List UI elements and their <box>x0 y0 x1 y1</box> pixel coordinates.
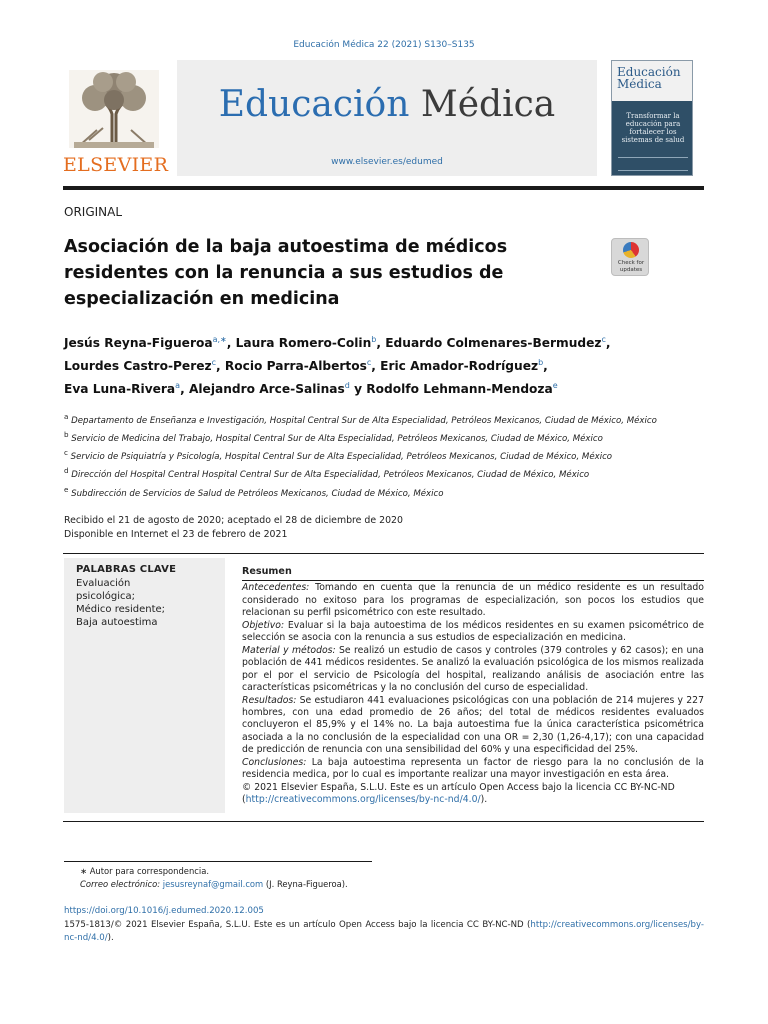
journal-title-part2: Médica <box>420 84 556 125</box>
author-separator: , <box>371 359 381 374</box>
cover-subtitle: Transformar la educación para fortalecer los sistemas de salud <box>621 112 685 144</box>
journal-title <box>177 80 597 130</box>
email-owner: (J. Reyna-Figueroa). <box>265 879 348 889</box>
author-name: Rodolfo Lehmann-Mendoza <box>366 382 553 397</box>
author-separator: , <box>605 336 611 351</box>
affiliation-text: Subdirección de Servicios de Salud de Petróleos Mexicanos, Ciudad de México, México <box>71 488 444 499</box>
footnote-rule <box>64 861 372 862</box>
journal-url-link[interactable]: www.elsevier.es/edumed <box>331 157 443 167</box>
cover-title-line1: Educación <box>617 65 681 79</box>
author-affiliation-link[interactable]: e <box>552 381 558 391</box>
keywords-heading: PALABRAS CLAVE <box>76 564 177 575</box>
affiliation-key: e <box>64 484 69 494</box>
affiliation-item <box>64 446 704 464</box>
affiliation-item <box>64 464 704 482</box>
affiliation-key: b <box>64 430 69 440</box>
author-name: Alejandro Arce-Salinas <box>188 382 345 397</box>
author-affiliation-link[interactable]: d <box>344 381 350 391</box>
abstract-section <box>242 645 704 695</box>
journal-cover-thumbnail[interactable] <box>611 60 693 176</box>
author-affiliation-link[interactable]: c <box>211 358 216 368</box>
author-name: Lourdes Castro-Perez <box>64 359 212 374</box>
abstract-heading-rule <box>242 580 704 581</box>
abstract-section <box>242 582 704 619</box>
elsevier-tree-icon <box>69 70 159 148</box>
affiliation-list <box>64 410 704 501</box>
check-updates-label <box>612 260 650 273</box>
affiliation-item <box>64 483 704 501</box>
keyword-item: Baja autoestima <box>76 617 158 628</box>
abstract-section-text: Se realizó un estudio de casos y controles (379 controles y 62 casos); en una población de 441 médicos residentes. Se analizó la evaluación psicológica de los mismos realizada por el por el servicio de Psicología del hospital, realizando análisis de asociación entre las características psicométricas y la no conclusión del curso de especialidad. <box>242 644 704 694</box>
abstract-section-label: Resultados: <box>242 694 297 706</box>
cover-header <box>612 61 693 101</box>
journal-masthead <box>177 60 597 176</box>
author-separator: , <box>543 359 548 374</box>
author-separator: , <box>376 336 386 351</box>
header-rule <box>63 186 704 190</box>
doi-link[interactable]: https://doi.org/10.1016/j.edumed.2020.12.005 <box>64 906 264 916</box>
journal-reference[interactable]: Educación Médica 22 (2021) S130–S135 <box>293 40 475 50</box>
license-link[interactable]: http://creativecommons.org/licenses/by-nc-nd/4.0/ <box>245 794 481 806</box>
article-dates <box>64 514 403 542</box>
affiliation-key: c <box>64 448 68 458</box>
abstract-section-text: Se estudiaron 441 evaluaciones psicológicas con una población de 214 mujeres y 227 hombres, con una edad promedio de 26 años; del total de médicos residentes evaluados concluyeron el 85,9% y el 14% no. La baja autoestima fue la única característica psicométrica asociada a la no conclusión de la especialidad con una OR = 2,30 (1,26-4,17); con una capacidad de predicción de renuncia con una sensibilidad del 60% y una especificidad del 25%. <box>242 694 704 756</box>
abstract-section-text: Tomando en cuenta que la renuncia de un médico residente es un resultado considerado no exitoso para los programas de especialización, son pocos los estudios que relacionan su perfil psicométrico con este resultado. <box>242 582 704 619</box>
abstract <box>242 566 704 807</box>
author-name: Eric Amador-Rodríguez <box>380 359 539 374</box>
author-line <box>64 353 704 376</box>
elsevier-logo[interactable] <box>63 70 169 178</box>
cover-title-line2: Médica <box>617 77 662 91</box>
author-separator: y <box>349 382 367 397</box>
author-affiliation-link[interactable]: c <box>366 358 372 368</box>
affiliation-text: Servicio de Medicina del Trabajo, Hospital Central Sur de Alta Especialidad, Petróleos Mexicanos, Ciudad de México, México <box>71 434 603 445</box>
check-updates-line2: updates <box>619 266 643 273</box>
license-link[interactable]: http://creativecommons.org/licenses/by-nc-nd/4.0/ <box>64 920 704 943</box>
author-affiliation-link[interactable]: a <box>175 381 181 391</box>
footnote-line <box>64 878 348 891</box>
article-title: Asociación de la baja autoestima de médicos residentes con la renuncia a sus estudios de especialización en medicina <box>64 237 508 309</box>
abstract-section-label: Conclusiones: <box>242 756 307 768</box>
license-statement: 1575-1813/© 2021 Elsevier España, S.L.U. Este es un artículo Open Access bajo la licencia CC BY-NC-ND (http://creativecommons.org/licenses/by-nc-nd/4.0/). <box>64 920 704 943</box>
author-name: Laura Romero-Colin <box>235 336 372 351</box>
check-for-updates-button[interactable] <box>611 238 649 276</box>
keyword-item: Evaluación <box>76 578 131 589</box>
abstract-section-text: La baja autoestima representa un factor de riesgo para la no conclusión de la residencia medica, por lo cual es importante realizar una mayor investigación en esta área. <box>242 756 704 781</box>
abstract-section <box>242 695 704 757</box>
received-date: Recibido el 21 de agosto de 2020; aceptado el 28 de diciembre de 2020 <box>64 515 403 526</box>
abstract-section <box>242 757 704 782</box>
journal-title-part1: Educación <box>218 84 410 125</box>
license-text: 1575-1813/© 2021 Elsevier España, S.L.U. Este es un artículo Open Access bajo la licencia CC BY-NC-ND <box>64 920 524 930</box>
affiliation-key: d <box>64 466 69 476</box>
author-line <box>64 330 704 353</box>
author-separator: , <box>226 336 236 351</box>
abstract-section-label: Antecedentes: <box>242 582 310 594</box>
article-section-label: ORIGINAL <box>64 205 123 219</box>
copyright-text: © 2021 Elsevier España, S.L.U. Este es un artículo Open Access bajo la licencia CC BY-NC-ND <box>242 781 675 793</box>
affiliation-text: Departamento de Enseñanza e Investigación, Hospital Central Sur de Alta Especialidad, Petróleos Mexicanos, Ciudad de México, México <box>71 415 657 426</box>
affiliation-item <box>64 428 704 446</box>
author-name: Eduardo Colmenares-Bermudez <box>385 336 602 351</box>
author-name: Eva Luna-Rivera <box>64 382 176 397</box>
abstract-section <box>242 620 704 645</box>
abstract-section-label: Objetivo: <box>242 619 285 631</box>
affiliation-text: Dirección del Hospital Central Hospital Central Sur de Alta Especialidad, Petróleos Mexicanos, Ciudad de México, México <box>71 470 590 481</box>
abstract-top-rule <box>63 553 704 554</box>
cover-title <box>617 66 681 90</box>
footnote-marker: ∗ <box>80 866 88 876</box>
abstract-heading: Resumen <box>242 566 292 577</box>
affiliation-key: a <box>64 412 69 421</box>
affiliation-item <box>64 410 704 428</box>
author-name: Rocio Parra-Albertos <box>224 359 367 374</box>
check-updates-line1: Check for <box>617 260 645 266</box>
keywords-box <box>64 558 225 813</box>
author-separator: , <box>215 359 225 374</box>
keyword-item: psicológica; <box>76 591 135 602</box>
cover-decoration <box>618 157 688 171</box>
email-label: Correo electrónico: <box>80 879 161 889</box>
author-list <box>64 330 704 399</box>
email-link[interactable]: jesusreynaf@gmail.com <box>162 879 264 889</box>
author-affiliation-link[interactable]: b <box>538 358 544 368</box>
abstract-section-text: Evaluar si la baja autoestima de los médicos residentes en su examen psicométrico de selección se asocia con la renuncia a sus estudios de especialización en medicina. <box>242 619 704 644</box>
footnote-corresponding: Autor para correspondencia. <box>89 866 209 876</box>
author-affiliation-link[interactable]: c <box>601 335 606 344</box>
footnote-line <box>64 865 348 878</box>
author-affiliation-link[interactable]: b <box>371 335 377 344</box>
keyword-item: Médico residente; <box>76 604 166 615</box>
abstract-bottom-rule <box>63 821 704 822</box>
author-affiliation-link[interactable]: a,∗ <box>212 335 227 344</box>
check-updates-icon <box>623 242 639 258</box>
correspondence-footnote <box>64 865 348 891</box>
elsevier-wordmark: ELSEVIER <box>63 154 169 176</box>
author-separator: , <box>180 382 189 397</box>
online-date: Disponible en Internet el 23 de febrero de 2021 <box>64 529 288 540</box>
abstract-section-label: Material y métodos: <box>242 644 336 656</box>
author-name: Jesús Reyna-Figueroa <box>64 336 213 351</box>
affiliation-text: Servicio de Psiquiatría y Psicología, Hospital Central Sur de Alta Especialidad, Petróleos Mexicanos, Ciudad de México, México <box>70 452 613 463</box>
author-line <box>64 376 704 399</box>
abstract-copyright: © 2021 Elsevier España, S.L.U. Este es un artículo Open Access bajo la licencia CC BY-NC-ND (http://creativecommons.org/licenses/by-nc-nd/4.0/). <box>242 781 675 806</box>
